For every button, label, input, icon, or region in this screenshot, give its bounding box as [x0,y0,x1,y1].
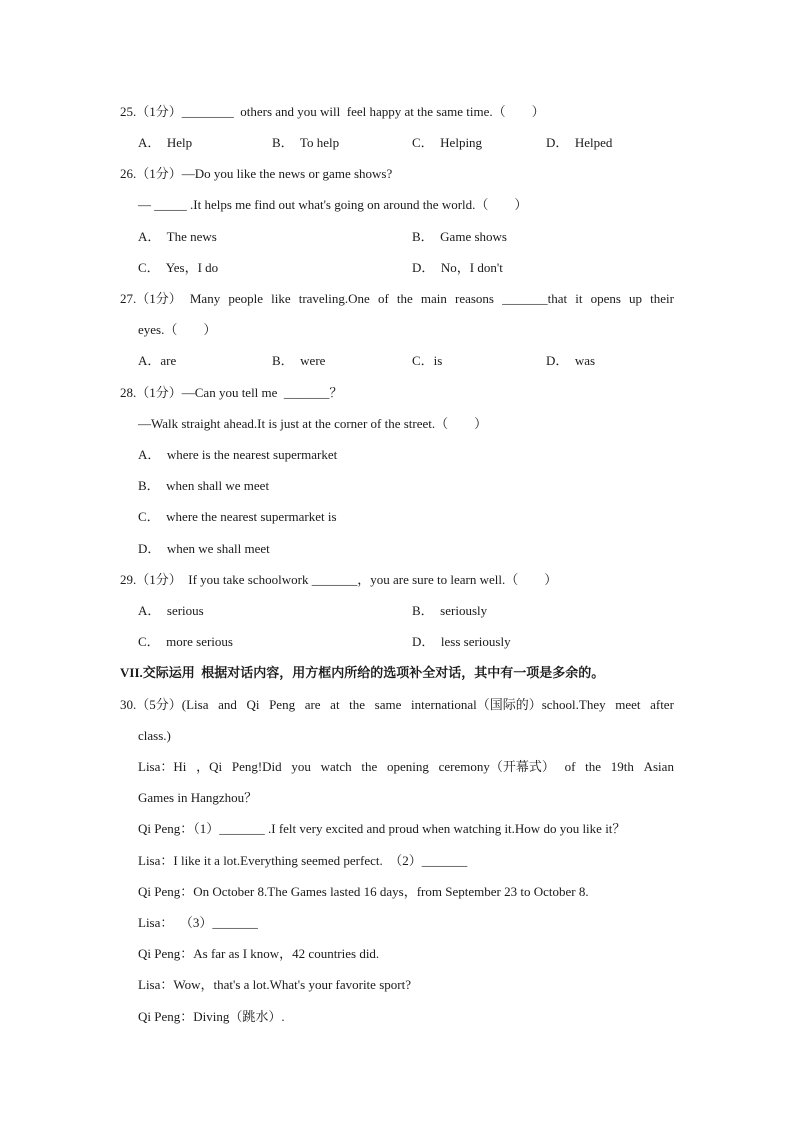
q27-option-a[interactable]: A．are [138,353,177,368]
question-30-line2: class.) [138,728,171,743]
dialog-word: ，Qi [196,759,223,774]
question-29-stem: 29.（1分） If you take schoolwork _______，you are sure to learn well.（ ） [120,572,558,587]
q29-option-a[interactable]: A． serious [138,603,204,618]
q30-word: international（国际的）school.They [411,697,606,712]
question-30-stem [120,697,674,713]
q30-word: the [349,697,366,712]
q27-word: traveling.One [298,291,370,306]
q30-word: after [650,697,674,712]
q27-word: reasons [455,291,494,306]
dialog-word: of [564,759,576,774]
dialog-word: watch [320,759,352,774]
q30-word: Qi [246,697,260,712]
dialog-lisa-1-line2: Games in Hangzhou？ [138,790,258,805]
q28-option-c[interactable]: C． where the nearest supermarket is [138,509,337,524]
q30-word: 30.（5分）(Lisa [120,697,209,712]
q26-option-a[interactable]: A． The news [138,229,217,244]
dialog-word: ceremony（开幕式） [438,759,555,774]
q27-word: 27.（1分） [120,291,182,306]
q27-option-c[interactable]: C．is [412,353,443,368]
q27-word: people [228,291,263,306]
dialog-word: you [291,759,311,774]
q29-option-d[interactable]: D． less seriously [412,634,511,649]
q27-word: their [650,291,674,306]
q27-word: _______that [502,291,568,306]
q30-word: same [374,697,402,712]
question-26-line2: — _____ .It helps me find out what's going on around the world.（ ） [138,197,528,212]
dialog-lisa-3: Lisa： （3）_______ [138,915,258,930]
q27-word: opens [590,291,621,306]
q27-word: up [629,291,643,306]
question-27-line2: eyes.（ ） [138,322,217,337]
q26-option-b[interactable]: B． Game shows [412,229,507,244]
q30-word: and [218,697,237,712]
q27-word: like [271,291,291,306]
q30-word: are [304,697,321,712]
dialog-word: Peng!Did [231,759,282,774]
q25-option-a[interactable]: A． Help [138,135,193,150]
q29-option-b[interactable]: B． seriously [412,603,488,618]
dialog-qi-peng-4: Qi Peng：Diving（跳水）. [138,1009,285,1024]
question-28-line2: —Walk straight ahead.It is just at the corner of the street.（ ） [138,416,488,431]
question-27-stem [120,291,674,307]
q29-option-c[interactable]: C． more serious [138,634,233,649]
q30-word: Peng [269,697,296,712]
q25-option-d[interactable]: D． Helped [546,135,613,150]
dialog-qi-peng-1: Qi Peng：（1）_______ .I felt very excited and proud when watching it.How do you like it？ [138,821,626,836]
q27-word: it [575,291,583,306]
q28-option-a[interactable]: A． where is the nearest supermarket [138,447,338,462]
q26-option-c[interactable]: C． Yes，I do [138,260,219,275]
q28-option-d[interactable]: D． when we shall meet [138,541,270,556]
q27-word: the [396,291,413,306]
q30-word: meet [615,697,641,712]
q27-option-d[interactable]: D． was [546,353,596,368]
dialog-word: the [361,759,378,774]
dialog-lisa-2: Lisa：I like it a lot.Everything seemed perfect. （2）_______ [138,853,468,868]
q27-option-b[interactable]: B． were [272,353,326,368]
q28-option-b[interactable]: B． when shall we meet [138,478,270,493]
dialog-word: Lisa：Hi [138,759,187,774]
question-28-stem: 28.（1分）—Can you tell me _______？ [120,385,343,400]
dialog-word: opening [387,759,429,774]
q27-word: main [420,291,447,306]
dialog-word: the [585,759,602,774]
section-7-heading: VII.交际运用 根据对话内容，用方框内所给的选项补全对话，其中有一项是多余的。 [120,665,605,680]
q25-option-c[interactable]: C． Helping [412,135,483,150]
dialog-lisa-1 [138,759,674,775]
q27-word: Many [189,291,221,306]
dialog-word: 19th [610,759,634,774]
dialog-qi-peng-2: Qi Peng：On October 8.The Games lasted 16 days，from September 23 to October 8. [138,884,589,899]
question-26-stem: 26.（1分）—Do you like the news or game shows? [120,166,393,181]
dialog-word: Asian [643,759,674,774]
dialog-lisa-4: Lisa：Wow，that's a lot.What's your favorite sport? [138,977,411,992]
dialog-qi-peng-3: Qi Peng：As far as I know，42 countries did. [138,946,380,961]
q25-option-b[interactable]: B． To help [272,135,340,150]
q30-word: at [330,697,340,712]
q26-option-d[interactable]: D． No，I don't [412,260,503,275]
question-25-stem: 25.（1分）________ others and you will feel happy at the same time.（ ） [120,104,545,119]
q27-word: of [377,291,389,306]
